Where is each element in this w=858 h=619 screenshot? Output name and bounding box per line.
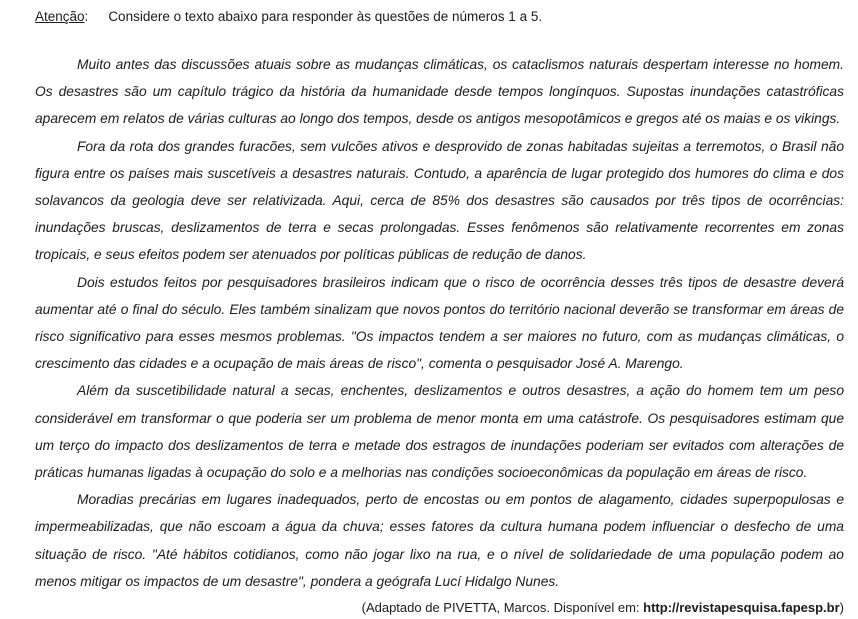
citation-line <box>35 599 844 616</box>
citation-suffix: ) <box>839 600 844 616</box>
citation-url: http://revistapesquisa.fapesp.br <box>643 600 840 616</box>
paragraph-3: Dois estudos feitos por pesquisadores brasileiros indicam que o risco de ocorrência desses três tipos de desastre deverá aumentar até o final do século. Eles também sinalizam que novos pontos do território nacional deverão se transformar em áreas de risco significativo para esses mesmos problemas. "Os impactos tendem a ser maiores no futuro, com as mudanças climáticas, o crescimento das cidades e a ocupação de mais áreas de risco", comenta o pesquisador José A. Marengo. <box>35 274 844 372</box>
paragraph-5: Moradias precárias em lugares inadequados, perto de encostas ou em pontos de alagamento, cidades superpopulosas e impermeabilizadas, que não escoam a água da chuva; esses fatores da cultura humana podem influenciar o desfecho de uma situação de risco. "Até hábitos cotidianos, como não jogar lixo na rua, e o nível de solidariedade de uma população podem ao menos mitigar os impactos de um desastre", pondera a geógrafa Lucí Hidalgo Nunes. <box>35 492 844 589</box>
attention-colon: : <box>84 9 89 24</box>
paragraph-1: Muito antes das discussões atuais sobre as mudanças climáticas, os cataclismos naturais despertam interesse no homem. Os desastres são um capítulo trágico da história da humanidade desde tempos longínquos. Supostas inundações catastróficas aparecem em relatos de várias culturas ao longo dos tempos, desde os antigos mesopotâmicos e gregos até os maias e os vikings. <box>35 57 844 127</box>
paragraph-4: Além da suscetibilidade natural a secas, enchentes, deslizamentos e outros desastres, a ação do homem tem um peso considerável em transformar o que poderia ser um problema de menor monta em uma catástrofe. Os pesquisadores estimam que um terço do impacto dos deslizamentos de terra e metade dos estragos de inundações poderiam ser evitados com alterações de práticas humanas ligadas à ocupação do solo e a melhorias nas condições socioeconômicas da população em áreas de risco. <box>35 383 844 481</box>
paragraph-2: Fora da rota dos grandes furacões, sem vulcões ativos e desprovido de zonas habitadas sujeitas a terremotos, o Brasil não figura entre os países mais suscetíveis a desastres naturais. Contudo, a aparência de lugar protegido dos humores do clima e dos solavancos da geologia deve ser relativizada. Aqui, cerca de 85% dos desastres são causados por três tipos de ocorrências: inundações bruscas, deslizamentos de terra e secas prolongadas. Esses fenômenos são relativamente recorrentes em zonas tropicais, e seus efeitos podem ser atenuados por políticas públicas de redução de danos. <box>35 138 844 263</box>
attention-instruction: Considere o texto abaixo para responder às questões de números 1 a 5. <box>108 9 543 24</box>
attention-line <box>35 8 844 25</box>
citation-prefix: (Adaptado de PIVETTA, Marcos. Disponível em: <box>361 600 644 616</box>
text-passage <box>35 51 844 595</box>
attention-label: Atenção <box>35 9 85 24</box>
